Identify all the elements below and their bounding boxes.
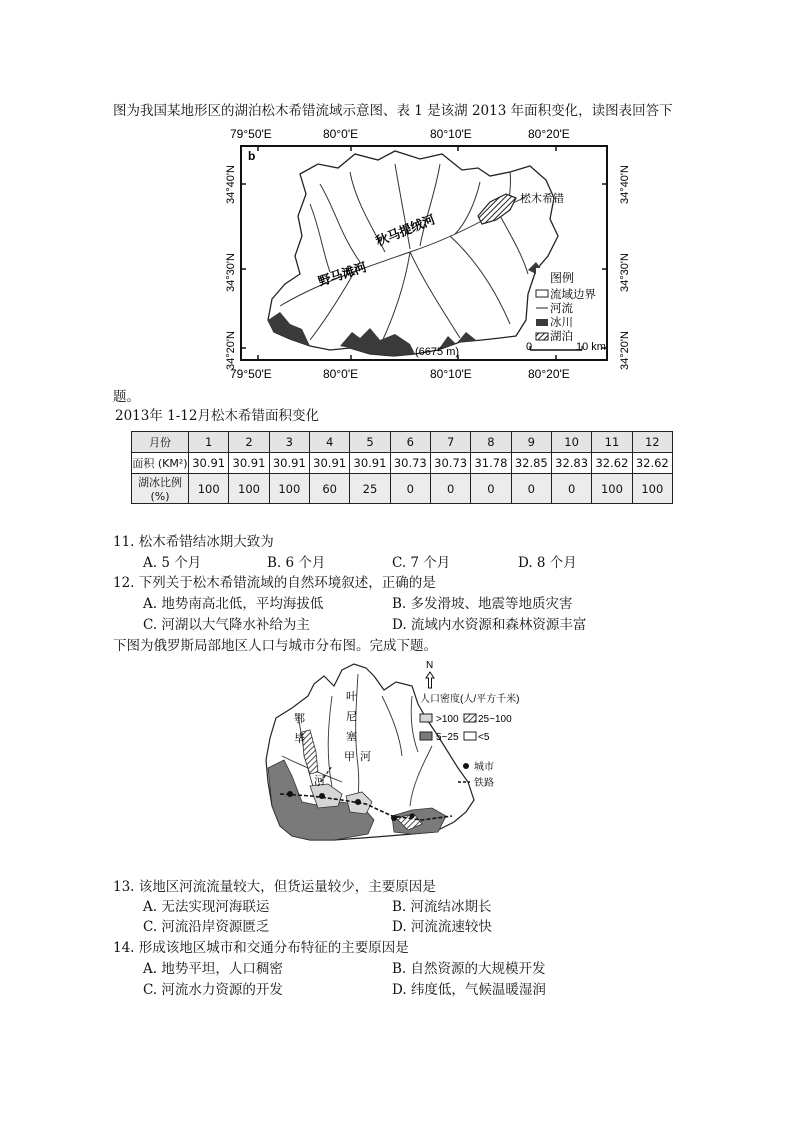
legend2-item: >100 [436, 714, 459, 725]
legend-item: 河流 [550, 303, 573, 315]
legend-lake-icon [536, 333, 548, 340]
question-13-stem: 13. 该地区河流流量较大，但货运量较少，主要原因是 [113, 879, 436, 895]
basin-boundary [268, 151, 558, 356]
lat-label: 34°40'N [225, 165, 237, 204]
legend-city-icon [463, 763, 469, 769]
scale-zero: 0 [526, 341, 533, 353]
intro-line-1: 图为我国某地形区的湖泊松木希错流域示意图、表 1 是该湖 2013 年面积变化，读图表回答下 [113, 103, 673, 119]
river-ob-char: 毕 [294, 733, 305, 745]
question-12-stem: 12. 下列关于松木希错流域的自然环境叙述，正确的是 [113, 575, 436, 591]
legend-item: 湖泊 [550, 331, 573, 343]
north-label: N [426, 660, 434, 671]
q11-option-b[interactable]: B. 6 个月 [267, 555, 326, 571]
city-marker [287, 791, 293, 797]
city-marker [410, 814, 415, 819]
river-label-1: 秋马提绒河 [373, 212, 438, 249]
legend-item: 冰川 [550, 317, 573, 329]
question-11-stem: 11. 松木希错结冰期大致为 [113, 534, 274, 550]
map1-legend [526, 268, 606, 353]
river-jia-label: 甲 [344, 751, 355, 763]
q12-option-d[interactable]: D. 流域内水资源和森林资源丰富 [392, 617, 587, 633]
lat-label: 34°40'N [619, 165, 631, 204]
q11-option-d[interactable]: D. 8 个月 [518, 555, 577, 571]
table-row: 月份 1 2 3 4 5 6 7 8 9 10 11 12 [132, 432, 673, 453]
table-row: 湖冰比例 (%) 100 100 100 60 25 0 0 0 0 0 100 100 [132, 474, 673, 504]
river-yenisei-char: 尼 [346, 711, 357, 723]
river-ob-char: 鄂 [294, 713, 305, 725]
lake-label: 松木希错 [520, 193, 564, 205]
lon-label: 80°10'E [430, 127, 472, 141]
q12-option-a[interactable]: A. 地势南高北低，平均海拔低 [143, 596, 324, 612]
lon-label: 79°50'E [230, 367, 272, 381]
legend2-item: 25~100 [478, 714, 512, 725]
legend-swatch-5-25 [420, 732, 432, 740]
river-yenisei-char: 塞 [346, 731, 357, 743]
lake-basin-map [210, 124, 640, 384]
q13-option-b[interactable]: B. 河流结冰期长 [392, 899, 492, 915]
q13-option-a[interactable]: A. 无法实现河海联运 [143, 899, 270, 915]
scale-end: 10 km [576, 341, 606, 353]
lat-label: 34°30'N [619, 253, 631, 292]
legend2-title: 人口密度(人/平方千米) [420, 694, 520, 705]
legend-title: 图例 [550, 271, 575, 285]
lat-label: 34°20'N [225, 331, 237, 370]
question-14-stem: 14. 形成该地区城市和交通分布特征的主要原因是 [113, 940, 409, 956]
lon-label: 80°10'E [430, 367, 472, 381]
panel-label: b [248, 149, 256, 163]
legend-swatch-lt5 [464, 732, 476, 740]
legend-swatch-gt100 [420, 714, 432, 722]
legend-swatch-25-100 [464, 714, 476, 722]
legend-glacier-icon [536, 319, 548, 326]
river-yenisei-char: 叶 [346, 691, 357, 703]
legend2-item: 5~25 [436, 732, 459, 743]
lon-label: 80°0'E [323, 127, 359, 141]
table-title: 2013年 1-12月松木希错面积变化 [115, 408, 319, 424]
q14-option-c[interactable]: C. 河流水力资源的开发 [143, 982, 283, 998]
q14-option-a[interactable]: A. 地势平坦，人口稠密 [143, 961, 283, 977]
area-table [131, 431, 673, 504]
legend2-city: 城市 [474, 762, 494, 773]
q13-option-d[interactable]: D. 河流流速较快 [392, 919, 492, 935]
table-row: 面积 (KM²) 30.91 30.91 30.91 30.91 30.91 30.73 30.73 31.78 32.85 32.83 32.62 32.62 [132, 453, 673, 474]
river-yenisei-char: 河 [360, 751, 371, 763]
legend2-railway: 铁路 [474, 778, 494, 789]
q12-option-b[interactable]: B. 多发滑坡、地震等地质灾害 [392, 596, 573, 612]
city-marker [355, 799, 361, 805]
intro-2: 下图为俄罗斯局部地区人口与城市分布图。完成下题。 [113, 638, 437, 654]
city-marker [391, 815, 397, 821]
lon-label: 80°20'E [528, 127, 570, 141]
q14-option-b[interactable]: B. 自然资源的大规模开发 [392, 961, 546, 977]
q11-option-a[interactable]: A. 5 个月 [143, 555, 202, 571]
north-arrow-icon [426, 672, 434, 688]
lon-label: 79°50'E [230, 127, 272, 141]
legend2-item: <5 [478, 732, 490, 743]
q14-option-d[interactable]: D. 纬度低，气候温暖湿润 [392, 982, 546, 998]
q13-option-c[interactable]: C. 河流沿岸资源匮乏 [143, 919, 270, 935]
q12-option-c[interactable]: C. 河湖以大气降水补给为主 [143, 617, 310, 633]
lon-label: 80°0'E [323, 367, 359, 381]
q11-option-c[interactable]: C. 7 个月 [392, 555, 451, 571]
lat-label: 34°20'N [619, 331, 631, 370]
lat-label: 34°30'N [225, 253, 237, 292]
river-ob-char: 河 [314, 775, 325, 787]
intro-line-2: 题。 [113, 389, 140, 405]
lon-label: 80°20'E [528, 367, 570, 381]
elevation-label: (6675 m) [415, 346, 460, 358]
river-label-2: 野马滩河 [316, 260, 369, 289]
russia-population-map [262, 656, 520, 856]
city-marker [319, 793, 325, 799]
legend-boundary-icon [536, 290, 548, 297]
legend-item: 流域边界 [550, 289, 596, 301]
